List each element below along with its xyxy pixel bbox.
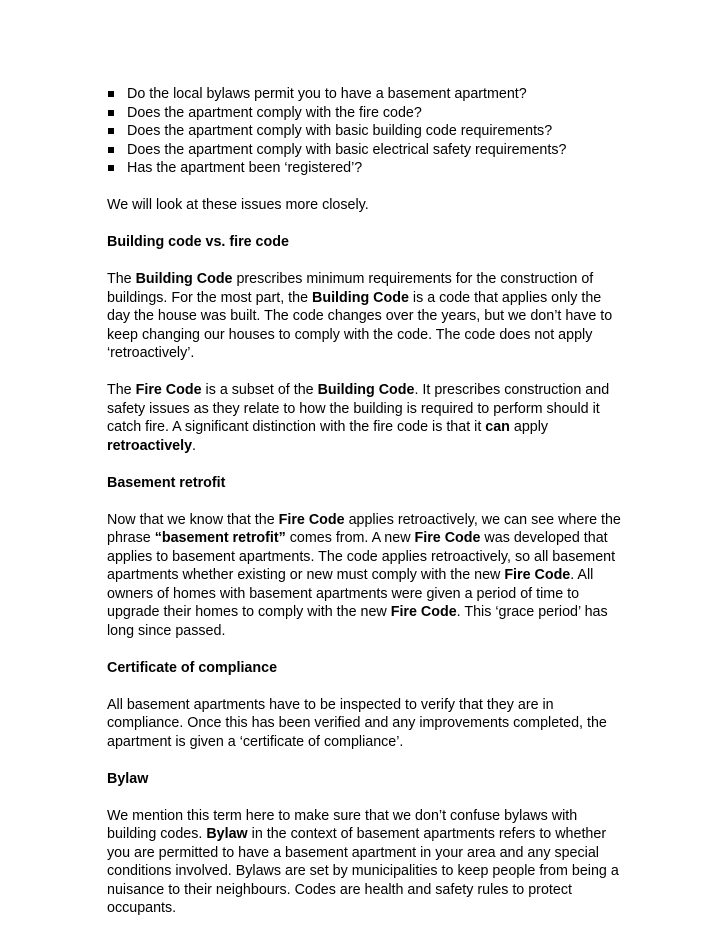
- building-code-paragraph: The Building Code prescribes minimum requirements for the construction of buildings. For the most part, the Building Code is a code that applies only the day the house was built. The code changes over the years, but we don’t have to keep changing our houses to comply with the code. The code does not apply ‘retroactively’.: [107, 271, 613, 361]
- square-bullet-icon: [108, 165, 114, 171]
- document-page: [107, 85, 627, 918]
- square-bullet-icon: [108, 110, 114, 116]
- list-item: Does the apartment comply with basic electrical safety requirements?: [107, 141, 627, 160]
- retrofit-paragraph: Now that we know that the Fire Code applies retroactively, we can see where the phrase “basement retrofit” comes from. A new Fire Code was developed that applies to basement apartments. The code applies retroactively, so all basement apartments whether existing or new must comply with the new Fire Code. All owners of homes with basement apartments were given a period of time to upgrade their homes to comply with the new Fire Code. This ‘grace period’ has long since passed.: [107, 511, 621, 639]
- list-item: Do the local bylaws permit you to have a basement apartment?: [107, 85, 627, 104]
- square-bullet-icon: [108, 91, 114, 97]
- heading-basement-retrofit: Basement retrofit: [107, 474, 226, 491]
- certificate-paragraph: All basement apartments have to be inspected to verify that they are in compliance. Once this has been verified and any improvements completed, the apartment is given a ‘certificate of compliance’.: [107, 696, 607, 750]
- list-item: Does the apartment comply with the fire code?: [107, 104, 627, 123]
- question-list: [107, 85, 627, 178]
- square-bullet-icon: [108, 128, 114, 134]
- heading-building-vs-fire: Building code vs. fire code: [107, 234, 289, 250]
- fire-code-paragraph: The Fire Code is a subset of the Building Code. It prescribes construction and safety issues as they relate to how the building is required to perform should it catch fire. A significant distinction with the fire code is that it can apply retroactively.: [107, 382, 610, 454]
- heading-bylaw: Bylaw: [107, 770, 149, 787]
- list-item: Has the apartment been ‘registered’?: [107, 159, 627, 178]
- bylaw-paragraph: We mention this term here to make sure that we don’t confuse bylaws with building codes. Bylaw in the context of basement apartments refers to whether you are permitted to have a basement apartment in your area and any special conditions involved. Bylaws are set by municipalities to keep people from being a nuisance to their neighbours. Codes are health and safety rules to protect occupants.: [107, 807, 619, 916]
- square-bullet-icon: [108, 147, 114, 153]
- list-item: Does the apartment comply with basic building code requirements?: [107, 122, 627, 141]
- heading-certificate: Certificate of compliance: [107, 659, 278, 676]
- intro-paragraph: We will look at these issues more closely.: [107, 197, 369, 213]
